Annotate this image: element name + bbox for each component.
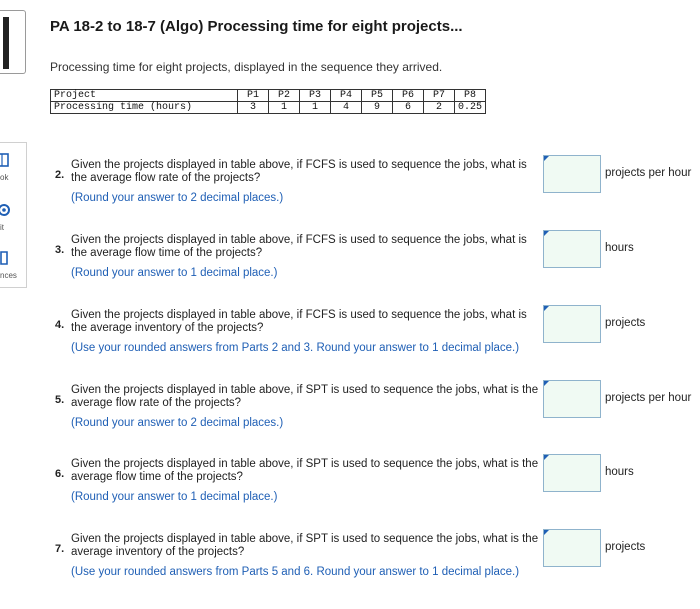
table-row [51, 102, 486, 114]
answer-box[interactable] [543, 529, 601, 567]
answer-unit: projects per hour [605, 167, 692, 179]
required-marker [544, 455, 549, 460]
assignment-panel-tab[interactable] [0, 10, 26, 74]
table-header-cell: P4 [331, 90, 362, 102]
sidebar-item-label: ok [0, 173, 9, 182]
rounding-note: (Round your answer to 1 decimal place.) [71, 491, 278, 503]
table-header-label: Project [51, 90, 238, 102]
answer-box[interactable] [543, 380, 601, 418]
table-cell: 3 [238, 102, 269, 114]
table-cell: 1 [269, 102, 300, 114]
sidebar-item-references[interactable] [0, 251, 26, 289]
table-header-cell: P7 [424, 90, 455, 102]
table-header-cell: P2 [269, 90, 300, 102]
table-header-cell: P6 [393, 90, 424, 102]
question-text: Given the projects displayed in table above, if FCFS is used to sequence the jobs, what is the average flow rate of the projects? [71, 159, 527, 184]
required-marker [544, 381, 549, 386]
question-6 [55, 454, 695, 524]
required-marker [544, 306, 549, 311]
table-cell: 0.25 [455, 102, 486, 114]
answer-input[interactable] [544, 156, 600, 192]
answer-input[interactable] [544, 530, 600, 566]
question-7 [55, 529, 695, 599]
table-header-cell: P1 [238, 90, 269, 102]
table-header-cell: P5 [362, 90, 393, 102]
table-header-row [51, 90, 486, 102]
sidebar-item-ebook[interactable] [0, 153, 26, 191]
question-number: 3. [55, 244, 65, 256]
print-icon [0, 203, 11, 217]
answer-input[interactable] [544, 231, 600, 267]
rounding-note: (Round your answer to 1 decimal place.) [71, 267, 278, 279]
answer-unit: projects [605, 317, 646, 329]
question-4 [55, 305, 695, 375]
answer-box[interactable] [543, 305, 601, 343]
book-icon [0, 153, 11, 167]
table-header-cell: P3 [300, 90, 331, 102]
answer-box[interactable] [543, 230, 601, 268]
answer-input[interactable] [544, 455, 600, 491]
question-number: 4. [55, 319, 65, 331]
required-marker [544, 231, 549, 236]
table-row-label: Processing time (hours) [51, 102, 238, 114]
problem-description: Processing time for eight projects, displayed in the sequence they arrived. [50, 60, 443, 74]
question-text: Given the projects displayed in table above, if SPT is used to sequence the jobs, what is the average flow time of the projects? [71, 458, 539, 483]
required-marker [544, 530, 549, 535]
table-cell: 4 [331, 102, 362, 114]
sidebar [0, 142, 27, 288]
answer-box[interactable] [543, 454, 601, 492]
sidebar-item-print[interactable] [0, 203, 26, 241]
question-5 [55, 380, 695, 450]
answer-input[interactable] [544, 306, 600, 342]
answer-unit: projects [605, 541, 646, 553]
rounding-note: (Round your answer to 2 decimal places.) [71, 417, 284, 429]
answer-unit: hours [605, 466, 634, 478]
question-number: 7. [55, 543, 65, 555]
table-header-cell: P8 [455, 90, 486, 102]
rounding-note: (Round your answer to 2 decimal places.) [71, 192, 284, 204]
panel-indicator [3, 17, 9, 69]
required-marker [544, 156, 549, 161]
question-3 [55, 230, 695, 300]
rounding-note: (Use your rounded answers from Parts 5 and 6. Round your answer to 1 decimal place.) [71, 566, 520, 578]
sidebar-item-label: it [0, 223, 4, 232]
rounding-note: (Use your rounded answers from Parts 2 and 3. Round your answer to 1 decimal place.) [71, 342, 520, 354]
processing-time-table [50, 89, 486, 114]
question-text: Given the projects displayed in table above, if FCFS is used to sequence the jobs, what is the average flow time of the projects? [71, 234, 527, 259]
references-icon [0, 251, 11, 265]
question-number: 2. [55, 169, 65, 181]
question-text: Given the projects displayed in table above, if FCFS is used to sequence the jobs, what is the average inventory of the projects? [71, 309, 527, 334]
page-title: PA 18-2 to 18-7 (Algo) Processing time for eight projects... [50, 18, 463, 35]
table-cell: 9 [362, 102, 393, 114]
answer-input[interactable] [544, 381, 600, 417]
answer-unit: projects per hour [605, 392, 692, 404]
sidebar-item-label: nces [0, 271, 17, 280]
table-cell: 6 [393, 102, 424, 114]
answer-box[interactable] [543, 155, 601, 193]
table-cell: 2 [424, 102, 455, 114]
table-cell: 1 [300, 102, 331, 114]
question-text: Given the projects displayed in table above, if SPT is used to sequence the jobs, what is the average flow rate of the projects? [71, 384, 539, 409]
question-number: 6. [55, 468, 65, 480]
question-number: 5. [55, 394, 65, 406]
answer-unit: hours [605, 242, 634, 254]
question-text: Given the projects displayed in table above, if SPT is used to sequence the jobs, what is the average inventory of the projects? [71, 533, 539, 558]
question-2 [55, 155, 695, 225]
